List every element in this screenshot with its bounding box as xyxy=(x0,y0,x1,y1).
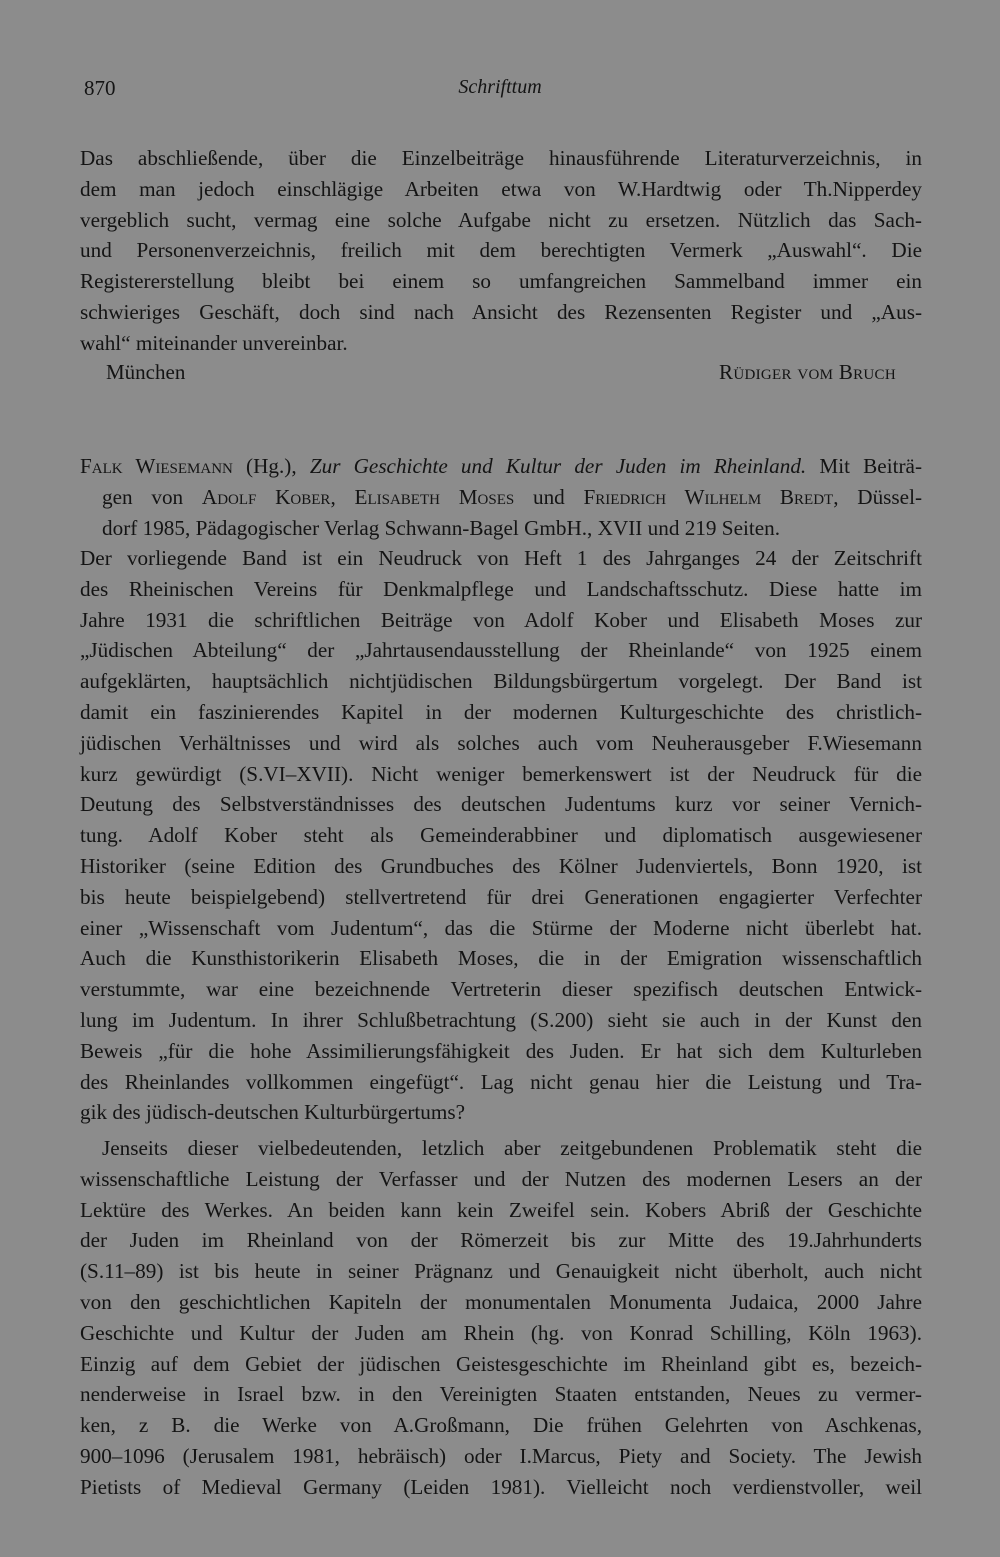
text-line: Einzig auf dem Gebiet der jüdischen Geistesgeschichte im Rheinland gibt es, bezeich- xyxy=(80,1351,922,1376)
heading-text: Mit Beiträ- xyxy=(806,454,922,478)
text-line: aufgeklärten, hauptsächlich nichtjüdischen Bildungsbürgertum vorgelegt. Der Band ist xyxy=(80,669,922,694)
text-line: Pietists of Medieval Germany (Leiden 1981). Vielleicht noch verdienstvoller, weil xyxy=(80,1474,922,1499)
review-2-paragraph-2 xyxy=(80,1133,922,1503)
text-line: schwieriges Geschäft, doch sind nach Ansicht des Rezensenten Register und „Aus- xyxy=(80,299,922,324)
text-line: gik des jüdisch-deutschen Kulturbürgertums? xyxy=(80,1100,466,1125)
text-line: (S.11–89) ist bis heute in seiner Prägnanz und Genauigkeit nicht überholt, auch nicht xyxy=(80,1259,922,1284)
text-line: Registererstellung bleibt bei einem so umfangreichen Sammelband immer ein xyxy=(80,269,922,294)
text-line: Beweis „für die hohe Assimilierungsfähigkeit des Juden. Er hat sich dem Kulturleben xyxy=(80,1038,922,1063)
signature-place: München xyxy=(106,360,186,384)
text-line: verstummte, war eine bezeichnende Vertreterin dieser spezifisch deutschen Entwick- xyxy=(80,977,922,1002)
page-number: 870 xyxy=(84,76,116,100)
text-line: der Juden im Rheinland von der Römerzeit bis zur Mitte des 19.Jahrhunderts xyxy=(80,1228,922,1253)
heading-line xyxy=(80,451,922,482)
contributor-name: Elisabeth Moses xyxy=(354,484,515,509)
text-line: 900–1096 (Jerusalem 1981, hebräisch) oder I.Marcus, Piety and Society. The Jewish xyxy=(80,1443,922,1468)
review-1-closing-paragraph xyxy=(80,143,922,359)
text-line: Historiker (seine Edition des Grundbuches des Kölner Judenviertels, Bonn 1920, ist xyxy=(80,853,922,878)
text-line: Jenseits dieser vielbedeutenden, letzlich aber zeitgebundenen Problematik steht die xyxy=(102,1136,922,1160)
text-line: tung. Adolf Kober steht als Gemeinderabbiner und diplomatisch ausgewiesener xyxy=(80,823,922,848)
text-line: jüdischen Verhältnisses und wird als solches auch vom Neuherausgeber F.Wiesemann xyxy=(80,730,922,755)
review-2-paragraph-1 xyxy=(80,543,922,1128)
editor-mark: (Hg.), xyxy=(232,454,310,478)
text-line: Das abschließende, über die Einzelbeiträge hinausführende Literaturverzeichnis, in xyxy=(80,146,922,170)
reviewer-name: Rüdiger vom Bruch xyxy=(719,360,896,384)
text-line: Geschichte und Kultur der Juden am Rhein (hg. von Konrad Schilling, Köln 1963). xyxy=(80,1320,922,1345)
text-line: des Rheinlandes vollkommen eingefügt“. Lag nicht genau hier die Leistung und Tra- xyxy=(80,1069,922,1094)
heading-text: , xyxy=(330,484,355,509)
text-line: ken, z B. die Werke von A.Großmann, Die frühen Gelehrten von Aschkenas, xyxy=(80,1413,922,1438)
text-line: damit ein faszinierendes Kapitel in der modernen Kulturgeschichte des christlich- xyxy=(80,699,922,724)
running-title: Schrifttum xyxy=(458,76,542,98)
text-line: bis heute beispielgebend) stellvertretend für drei Generationen engagierter Verfechter xyxy=(80,884,922,909)
text-line: nenderweise in Israel bzw. in den Vereinigten Staaten entstanden, Neues zu vermer- xyxy=(80,1382,922,1407)
heading-text: und xyxy=(514,484,584,509)
book-title: Zur Geschichte und Kultur der Juden im Rheinland. xyxy=(309,454,807,478)
contributor-name: Friedrich Wilhelm Bredt xyxy=(583,484,834,509)
text-line: von den geschichtlichen Kapiteln der monumentalen Monumenta Judaica, 2000 Jahre xyxy=(80,1289,922,1314)
page-header xyxy=(84,76,916,106)
text-line: lung im Judentum. In ihrer Schlußbetrachtung (S.200) sieht sie auch in der Kunst den xyxy=(80,1007,922,1032)
text-line: wahl“ miteinander unvereinbar. xyxy=(80,330,348,355)
heading-line: dorf 1985, Pädagogischer Verlag Schwann-Bagel GmbH., XVII und 219 Seiten. xyxy=(102,515,781,540)
text-line: des Rheinischen Vereins für Denkmalpflege und Landschaftsschutz. Diese hatte im xyxy=(80,576,922,601)
heading-text: , Düssel- xyxy=(833,484,923,509)
text-line: wissenschaftliche Leistung der Verfasser und der Nutzen des modernen Lesers an der xyxy=(80,1166,922,1191)
text-line: vergeblich sucht, vermag eine solche Aufgabe nicht zu ersetzen. Nützlich das Sach- xyxy=(80,207,922,232)
text-line: dem man jedoch einschlägige Arbeiten etwa von W.Hardtwig oder Th.Nipperdey xyxy=(80,176,922,201)
text-line: Jahre 1931 die schriftlichen Beiträge von Adolf Kober und Elisabeth Moses zur xyxy=(80,607,922,632)
text-line: und Personenverzeichnis, freilich mit dem berechtigten Vermerk „Auswahl“. Die xyxy=(80,238,922,263)
text-line: Der vorliegende Band ist ein Neudruck von Heft 1 des Jahrganges 24 der Zeitschrift xyxy=(80,546,922,570)
text-line: kurz gewürdigt (S.VI–XVII). Nicht weniger bemerkenswert ist der Neudruck für die xyxy=(80,761,922,786)
editor-name: Falk Wiesemann xyxy=(80,454,233,478)
heading-text: gen von xyxy=(102,484,202,509)
heading-line xyxy=(80,482,922,513)
contributor-name: Adolf Kober xyxy=(201,484,331,509)
review-2-bibliographic-heading xyxy=(80,451,922,543)
text-line: Deutung des Selbstverständnisses des deutschen Judentums kurz vor seiner Vernich- xyxy=(80,792,922,817)
review-1-signature xyxy=(106,360,896,390)
text-line: Lektüre des Werkes. An beiden kann kein Zweifel sein. Kobers Abriß der Geschichte xyxy=(80,1197,922,1222)
text-line: einer „Wissenschaft vom Judentum“, das die Stürme der Moderne nicht überlebt hat. xyxy=(80,915,922,940)
text-line: Auch die Kunsthistorikerin Elisabeth Moses, die in der Emigration wissenschaftlich xyxy=(80,946,922,971)
text-line: „Jüdischen Abteilung“ der „Jahrtausendausstellung der Rheinlande“ von 1925 einem xyxy=(80,638,922,663)
